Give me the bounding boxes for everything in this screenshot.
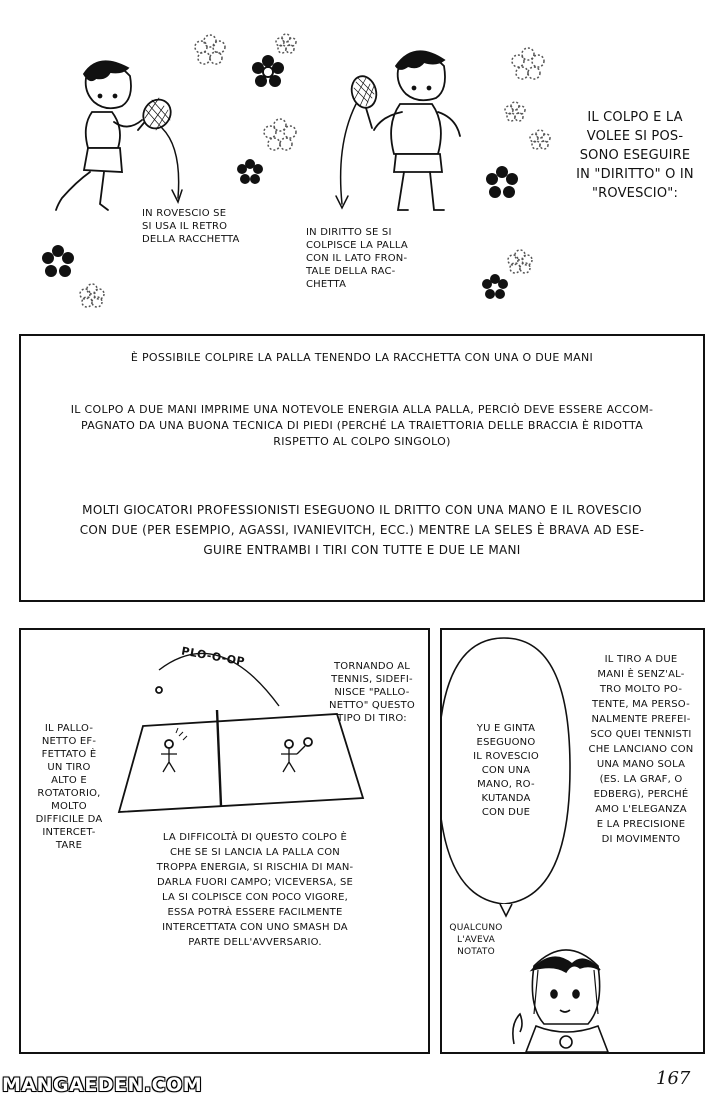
backhand-caption: IN ROVESCIO SE SI USA IL RETRO DELLA RACCHETTA: [142, 208, 240, 245]
info-line-2: IL COLPO A DUE MANI IMPRIME UNA NOTEVOLE ENERGIA ALLA PALLA, PERCIÒ DEVE ESSERE ACCOM- PAGNATO DA UNA BUONA TECNICA DI PIEDI (PERCHÉ LA TRAIETTORIA DELLE BRACCIA È RIDOTTA RISPETTO AL COLPO SINGOLO): [70, 403, 654, 448]
sfx-plop: PLO-O-OP: [180, 644, 246, 669]
opinion-text: IL TIRO A DUE MANI È SENZ'AL- TRO MOLTO PO- TENTE, MA PERSO- NALMENTE PREFEI- SCO QUEI TENNISTI CHE LANCIANO CON UNA MANO SOLA (ES. LA GRAF, O EDBERG), PERCHÉ AMO L'ELEGANZA E LA PRECISIONE DI MOVIMENTO: [588, 654, 694, 845]
lob-difficulty: LA DIFFICOLTÀ DI QUESTO COLPO È CHE SE SI LANCIA LA PALLA CON TROPPA ENERGIA, SI RISCHIA DI MAN- DARLA FUORI CAMPO; VICEVERSA, SE LA SI COLPISCE CON POCO VIGORE, ESSA POTRÀ ESSERE FACILMENTE INTERCETTATA CON UNO SMASH DA PARTE DELL'AVVERSARIO.: [156, 832, 354, 948]
backhand-player: [56, 61, 182, 210]
bubble-text: YU E GINTA ESEGUONO IL ROVESCIO CON UNA MANO, RO- KUTANDA CON DUE: [473, 723, 539, 818]
lob-panel: [19, 628, 430, 1054]
info-line-3: MOLTI GIOCATORI PROFESSIONISTI ESEGUONO IL DRITTO CON UNA MANO E IL ROVESCIO CON DUE (PER ESEMPIO, AGASSI, IVANIEVITCH, ECC.) MENTRE LA SELES È BRAVA AD ESE- GUIRE ENTRAMBI I TIRI CON TUTTE E DUE LE MANI: [79, 503, 645, 557]
forehand-player: [336, 51, 460, 210]
forehand-caption: IN DIRITTO SE SI COLPISCE LA PALLA CON IL LATO FRON- TALE DELLA RAC- CHETTA: [306, 227, 408, 290]
info-line-1: È POSSIBILE COLPIRE LA PALLA TENENDO LA RACCHETTA CON UNA O DUE MANI: [130, 351, 594, 364]
watermark: MANGAEDEN.COM: [2, 1074, 203, 1096]
top-heading: IL COLPO E LA VOLEE SI POS- SONO ESEGUIRE IN "DIRITTO" O IN "ROVESCIO":: [576, 110, 694, 201]
lob-definition: IL PALLO- NETTO EF- FETTATO È UN TIRO ALTO E ROTATORIO, MOLTO DIFFICILE DA INTERCET- TARE: [35, 723, 103, 851]
page-number: 167: [656, 1068, 691, 1089]
aside-text: QUALCUNO L'AVEVA NOTATO: [449, 923, 503, 957]
info-box: [19, 334, 705, 602]
lob-intro: TORNANDO AL TENNIS, SIDEFI- NISCE "PALLO- NETTO" QUESTO TIPO DI TIRO:: [329, 661, 415, 724]
opinion-panel: [440, 628, 705, 1054]
